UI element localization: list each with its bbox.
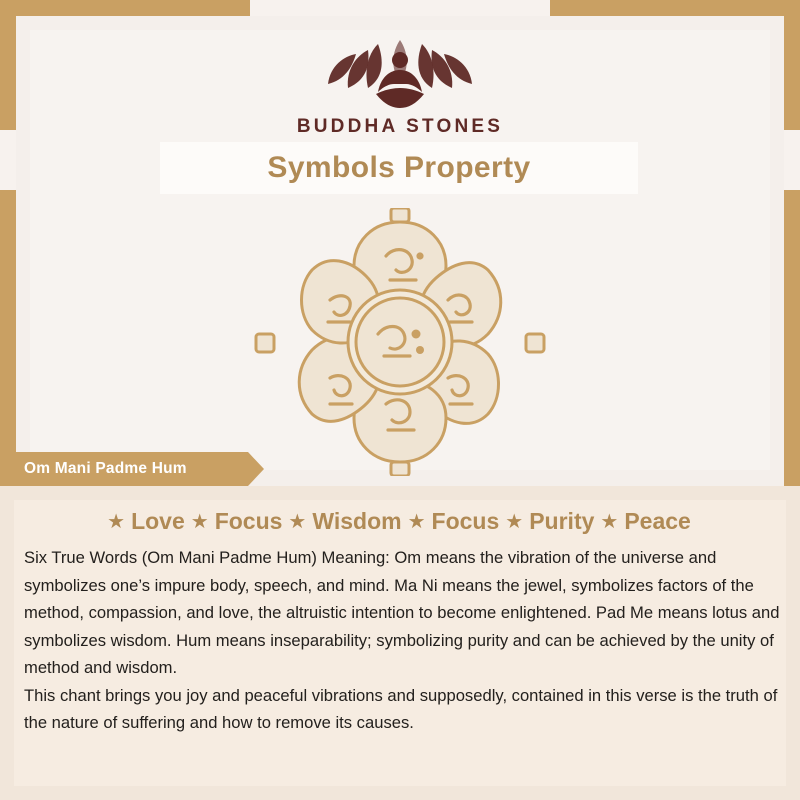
ribbon-label [0, 452, 248, 486]
description-paragraph-2: This chant brings you joy and peaceful vibrations and supposedly, contained in this verse is the truth of the nature of suffering and how to remove its causes. [24, 685, 778, 732]
description-text [24, 544, 780, 737]
keyword-love: Love [131, 508, 185, 534]
mandala-illustration [250, 208, 550, 476]
keyword-purity: Purity [529, 508, 595, 534]
keyword-focus-2: Focus [431, 508, 500, 534]
star-icon: ★ [505, 511, 524, 533]
keyword-list [0, 508, 800, 535]
frame-top-left-horizontal [0, 0, 250, 16]
om-mani-padme-hum-lotus-mandala-icon [250, 208, 550, 476]
frame-top-right-horizontal [550, 0, 800, 16]
ribbon-label-text: Om Mani Padme Hum [24, 460, 187, 477]
frame-middle-left-vertical [0, 190, 16, 490]
star-icon: ★ [407, 511, 426, 533]
lotus-meditation-figure-icon [310, 22, 490, 114]
description-paragraph-1: Six True Words (Om Mani Padme Hum) Meaning: Om means the vibration of the universe and symbolizes one’s impure body, speech, and mind. Ma Ni means the jewel, symbolizes factors of the method, compassion, and love, the altruistic intention to become enlightened. Pad Me means lotus and symbolizes wisdom. Hum means inseparability; symbolizing purity and can be achieved by the unity of method and wisdom. [24, 548, 780, 677]
brand-name: BUDDHA STONES [296, 116, 504, 137]
keyword-wisdom: Wisdom [312, 508, 402, 534]
frame-middle-right-vertical [784, 190, 800, 490]
keyword-focus-1: Focus [214, 508, 283, 534]
brand-logo [0, 22, 800, 138]
page-title: Symbols Property [267, 151, 531, 184]
star-icon: ★ [288, 511, 307, 533]
star-icon: ★ [600, 511, 619, 533]
star-icon: ★ [190, 511, 209, 533]
star-icon: ★ [107, 511, 126, 533]
title-bar [160, 142, 638, 194]
keyword-peace: Peace [624, 508, 691, 534]
